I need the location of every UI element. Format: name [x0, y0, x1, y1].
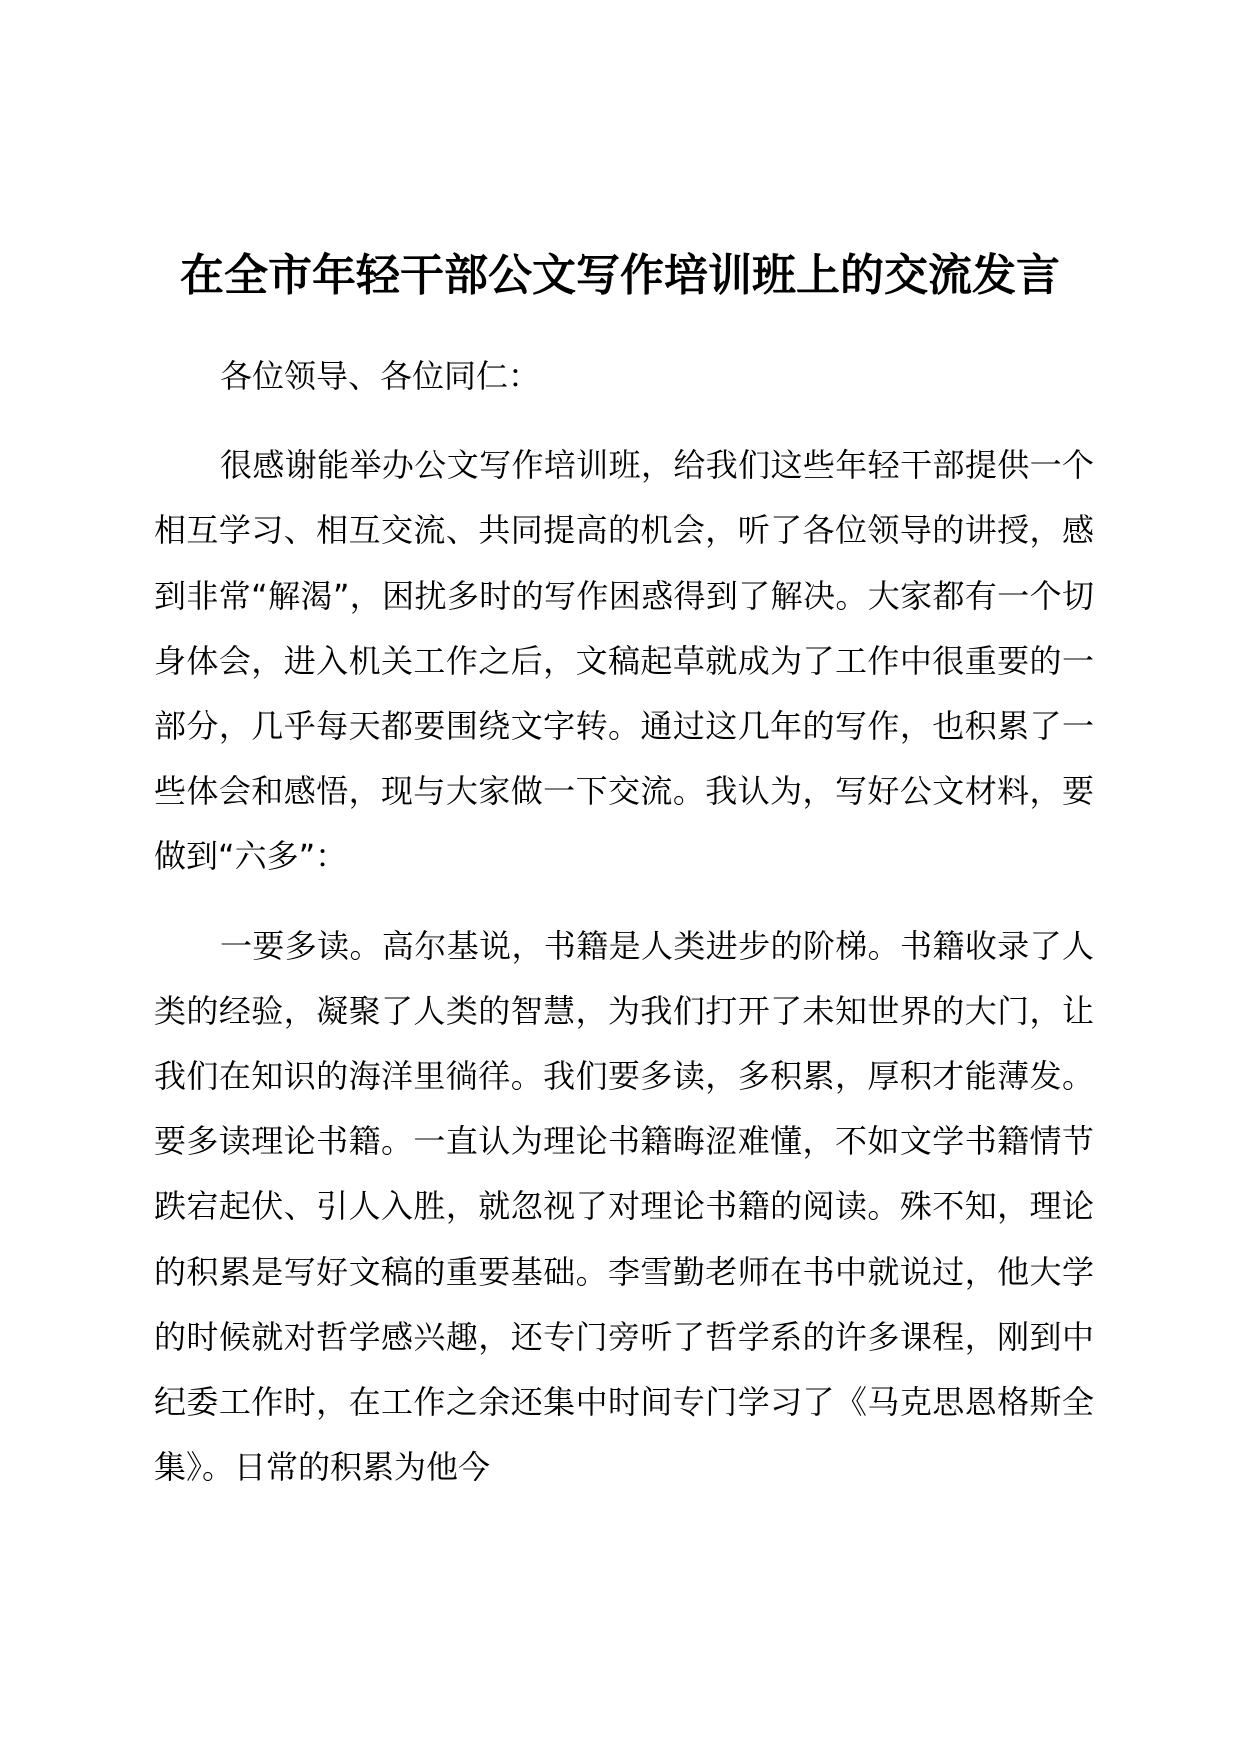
paragraph-read-more: 一要多读。高尔基说，书籍是人类进步的阶梯。书籍收录了人类的经验，凝聚了人类的智慧，为我们打开了未知世界的大门，让我们在知识的海洋里徜徉。我们要多读，多积累，厚积才能薄发。要多读理论书籍。一直认为理论书籍晦涩难懂，不如文学书籍情节跌宕起伏、引人入胜，就忽视了对理论书籍的阅读。殊不知，理论的积累是写好文稿的重要基础。李雪勤老师在书中就说过，他大学的时候就对哲学感兴趣，还专门旁听了哲学系的许多课程，刚到中纪委工作时，在工作之余还集中时间专门学习了《马克思恩格斯全集》。日常的积累为他今 — [154, 926, 1094, 1487]
salutation: 各位领导、各位同仁： — [220, 357, 541, 395]
paragraph-intro: 很感谢能举办公文写作培训班，给我们这些年轻干部提供一个相互学习、相互交流、共同提高的机会，听了各位领导的讲授，感到非常“解渴”，困扰多时的写作困惑得到了解决。大家都有一个切身体会，进入机关工作之后，文稿起草就成为了工作中很重要的一部分，几乎每天都要围绕文字转。通过这几年的写作，也积累了一些体会和感悟，现与大家做一下交流。我认为，写好公文材料，要做到“六多”： — [154, 446, 1094, 876]
page-title: 在全市年轻干部公文写作培训班上的交流发言 — [180, 250, 1060, 301]
document-body — [154, 344, 1094, 1500]
